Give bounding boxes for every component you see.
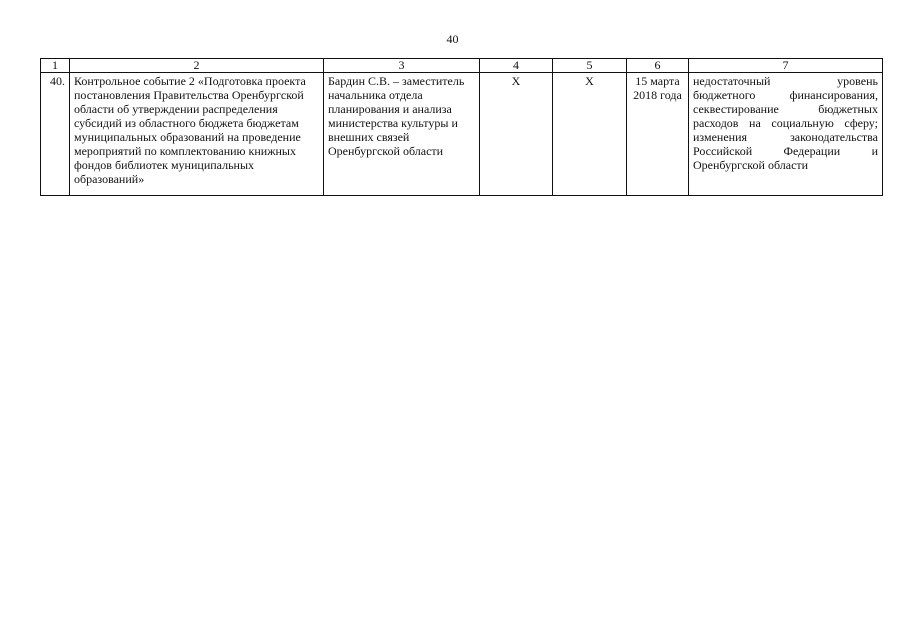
event-cell: Контрольное событие 2 «Подготовка проекта постановления Правительства Оренбургской области об утверждении распределения субсидий из областного бюджета бюджетам муниципальных образований на проведение мероприятий по комплектованию книжных фондов библиотек муниципальных образований» (70, 73, 324, 196)
table-row (41, 196, 883, 370)
row-number: 40. (41, 73, 70, 196)
col4-cell: Х (480, 73, 553, 196)
table-row (41, 73, 883, 196)
column-header: 3 (324, 59, 480, 73)
events-table (40, 58, 883, 596)
table-row (41, 370, 883, 499)
column-header: 1 (41, 59, 70, 73)
date-cell: 15 марта 2018 года (627, 73, 689, 196)
responsible-cell: Бардин С.В. – заместитель начальника отдела планирования и анализа министерства культуры и внешних связей Оренбургской области (324, 73, 480, 196)
risks-cell: недостаточный уровень бюджетного финансирования, секвестирование бюджетных расходов на социальную сферу; изменения законодательства Российской Федерации и Оренбургской области (689, 73, 883, 196)
column-header: 7 (689, 59, 883, 73)
page-number: 40 (446, 32, 459, 46)
column-header: 5 (553, 59, 627, 73)
table-row (41, 499, 883, 596)
column-header: 4 (480, 59, 553, 73)
header-row (41, 59, 883, 73)
column-header: 2 (70, 59, 324, 73)
col5-cell: Х (553, 73, 627, 196)
column-header: 6 (627, 59, 689, 73)
